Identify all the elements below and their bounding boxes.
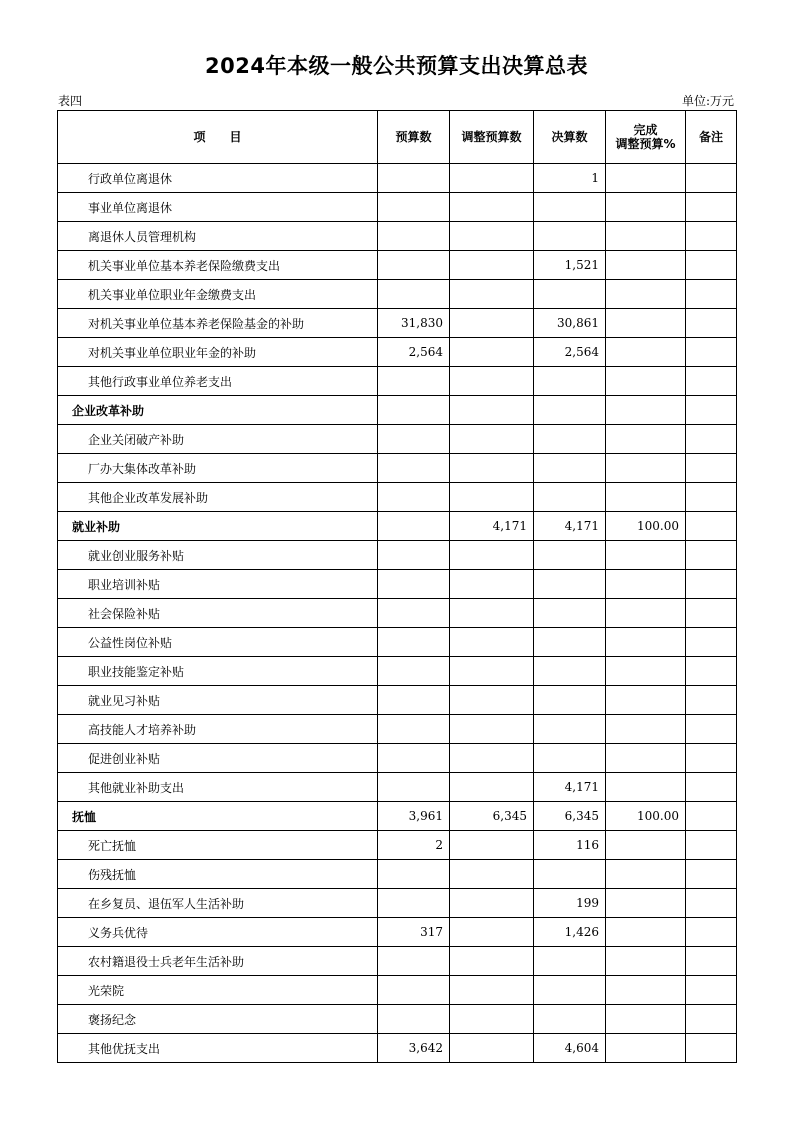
row-item-name: 其他优抚支出	[58, 1034, 378, 1063]
row-final: 1	[534, 164, 606, 193]
row-final: 4,171	[534, 773, 606, 802]
row-completion-pct	[606, 831, 686, 860]
table-row	[58, 1034, 737, 1063]
row-budget	[378, 686, 450, 715]
table-row	[58, 889, 737, 918]
row-final: 2,564	[534, 338, 606, 367]
row-final: 116	[534, 831, 606, 860]
row-item-name: 光荣院	[58, 976, 378, 1005]
row-remark	[686, 599, 737, 628]
row-completion-pct	[606, 483, 686, 512]
row-budget	[378, 947, 450, 976]
row-remark	[686, 715, 737, 744]
row-completion-pct	[606, 918, 686, 947]
row-budget: 3,642	[378, 1034, 450, 1063]
table-row	[58, 860, 737, 889]
row-completion-pct	[606, 773, 686, 802]
row-final	[534, 744, 606, 773]
row-final	[534, 541, 606, 570]
row-item-name: 职业培训补贴	[58, 570, 378, 599]
header-final: 决算数	[534, 111, 606, 164]
table-row	[58, 367, 737, 396]
table-row	[58, 715, 737, 744]
row-adjusted	[450, 831, 534, 860]
row-completion-pct	[606, 715, 686, 744]
table-row	[58, 164, 737, 193]
row-remark	[686, 164, 737, 193]
row-completion-pct	[606, 860, 686, 889]
row-adjusted	[450, 222, 534, 251]
row-completion-pct	[606, 889, 686, 918]
row-adjusted	[450, 280, 534, 309]
unit-label: 单位:万元	[681, 94, 734, 108]
row-budget	[378, 222, 450, 251]
row-remark	[686, 773, 737, 802]
row-final: 199	[534, 889, 606, 918]
row-adjusted	[450, 773, 534, 802]
row-final	[534, 976, 606, 1005]
row-final	[534, 367, 606, 396]
row-item-name: 对机关事业单位职业年金的补助	[58, 338, 378, 367]
table-row	[58, 947, 737, 976]
row-budget	[378, 251, 450, 280]
table-number: 表四	[58, 94, 83, 108]
row-completion-pct	[606, 1005, 686, 1034]
row-item-name: 公益性岗位补贴	[58, 628, 378, 657]
table-row	[58, 831, 737, 860]
row-final: 1,521	[534, 251, 606, 280]
table-row	[58, 628, 737, 657]
table-row	[58, 570, 737, 599]
row-item-name: 就业创业服务补贴	[58, 541, 378, 570]
row-budget: 317	[378, 918, 450, 947]
table-row	[58, 454, 737, 483]
row-item-name: 行政单位离退休	[58, 164, 378, 193]
row-remark	[686, 889, 737, 918]
row-final	[534, 454, 606, 483]
row-adjusted	[450, 1005, 534, 1034]
row-final	[534, 947, 606, 976]
row-adjusted	[450, 628, 534, 657]
table-row	[58, 976, 737, 1005]
row-adjusted	[450, 715, 534, 744]
row-remark	[686, 309, 737, 338]
row-item-name: 事业单位离退休	[58, 193, 378, 222]
page-title: 2024年本级一般公共预算支出决算总表	[205, 54, 588, 78]
row-item-name: 对机关事业单位基本养老保险基金的补助	[58, 309, 378, 338]
row-completion-pct	[606, 976, 686, 1005]
header-item: 项 目	[58, 111, 378, 164]
row-adjusted	[450, 1034, 534, 1063]
table-category-row	[58, 396, 737, 425]
row-budget	[378, 193, 450, 222]
row-item-name: 机关事业单位职业年金缴费支出	[58, 280, 378, 309]
row-final	[534, 222, 606, 251]
table-row	[58, 541, 737, 570]
row-adjusted	[450, 425, 534, 454]
row-final	[534, 628, 606, 657]
row-final: 6,345	[534, 802, 606, 831]
table-row	[58, 1005, 737, 1034]
row-final	[534, 425, 606, 454]
row-adjusted	[450, 918, 534, 947]
row-final: 4,171	[534, 512, 606, 541]
table-category-row	[58, 802, 737, 831]
row-item-name: 高技能人才培养补助	[58, 715, 378, 744]
row-item-name: 企业改革补助	[58, 396, 378, 425]
row-item-name: 职业技能鉴定补贴	[58, 657, 378, 686]
row-completion-pct: 100.00	[606, 512, 686, 541]
row-remark	[686, 338, 737, 367]
row-item-name: 企业关闭破产补助	[58, 425, 378, 454]
header-budget: 预算数	[378, 111, 450, 164]
row-completion-pct	[606, 280, 686, 309]
row-final: 4,604	[534, 1034, 606, 1063]
row-completion-pct	[606, 309, 686, 338]
table-body	[58, 164, 737, 1063]
row-remark	[686, 1005, 737, 1034]
table-row	[58, 193, 737, 222]
table-row	[58, 918, 737, 947]
row-item-name: 抚恤	[58, 802, 378, 831]
table-row	[58, 773, 737, 802]
row-budget	[378, 164, 450, 193]
row-remark	[686, 541, 737, 570]
row-item-name: 机关事业单位基本养老保险缴费支出	[58, 251, 378, 280]
row-completion-pct	[606, 541, 686, 570]
row-remark	[686, 686, 737, 715]
row-budget	[378, 860, 450, 889]
row-completion-pct	[606, 947, 686, 976]
row-adjusted	[450, 193, 534, 222]
row-final	[534, 860, 606, 889]
row-completion-pct: 100.00	[606, 802, 686, 831]
row-remark	[686, 367, 737, 396]
row-budget	[378, 744, 450, 773]
row-budget: 2,564	[378, 338, 450, 367]
row-budget	[378, 628, 450, 657]
table-row	[58, 599, 737, 628]
row-adjusted	[450, 396, 534, 425]
row-completion-pct	[606, 628, 686, 657]
row-remark	[686, 831, 737, 860]
row-final: 1,426	[534, 918, 606, 947]
row-adjusted	[450, 976, 534, 1005]
row-item-name: 伤残抚恤	[58, 860, 378, 889]
header-completion	[606, 111, 686, 164]
row-adjusted	[450, 744, 534, 773]
row-adjusted	[450, 367, 534, 396]
row-final	[534, 193, 606, 222]
row-item-name: 褒扬纪念	[58, 1005, 378, 1034]
row-budget	[378, 425, 450, 454]
row-completion-pct	[606, 454, 686, 483]
row-remark	[686, 802, 737, 831]
row-budget: 2	[378, 831, 450, 860]
row-final	[534, 396, 606, 425]
table-row	[58, 338, 737, 367]
row-final	[534, 657, 606, 686]
row-budget	[378, 454, 450, 483]
row-item-name: 促进创业补贴	[58, 744, 378, 773]
row-budget	[378, 541, 450, 570]
header-completion-line2: 调整预算%	[615, 137, 676, 151]
row-final: 30,861	[534, 309, 606, 338]
row-final	[534, 599, 606, 628]
row-budget	[378, 889, 450, 918]
table-row	[58, 657, 737, 686]
row-completion-pct	[606, 338, 686, 367]
row-remark	[686, 222, 737, 251]
row-item-name: 社会保险补贴	[58, 599, 378, 628]
row-budget	[378, 976, 450, 1005]
row-budget	[378, 280, 450, 309]
row-adjusted	[450, 309, 534, 338]
row-adjusted	[450, 483, 534, 512]
row-budget: 31,830	[378, 309, 450, 338]
row-budget	[378, 367, 450, 396]
row-remark	[686, 976, 737, 1005]
table-row	[58, 686, 737, 715]
row-final	[534, 570, 606, 599]
row-adjusted	[450, 164, 534, 193]
row-remark	[686, 251, 737, 280]
row-remark	[686, 193, 737, 222]
row-remark	[686, 454, 737, 483]
row-budget	[378, 657, 450, 686]
row-adjusted	[450, 889, 534, 918]
row-item-name: 就业见习补贴	[58, 686, 378, 715]
row-item-name: 就业补助	[58, 512, 378, 541]
table-row	[58, 280, 737, 309]
row-remark	[686, 918, 737, 947]
table-row	[58, 309, 737, 338]
table-category-row	[58, 512, 737, 541]
row-budget	[378, 1005, 450, 1034]
table-header-row	[58, 111, 737, 164]
row-remark	[686, 425, 737, 454]
row-adjusted	[450, 657, 534, 686]
row-completion-pct	[606, 599, 686, 628]
row-adjusted	[450, 570, 534, 599]
row-adjusted	[450, 686, 534, 715]
row-remark	[686, 860, 737, 889]
row-budget	[378, 715, 450, 744]
row-final	[534, 280, 606, 309]
row-item-name: 义务兵优待	[58, 918, 378, 947]
row-adjusted	[450, 860, 534, 889]
row-adjusted	[450, 947, 534, 976]
row-adjusted	[450, 338, 534, 367]
row-item-name: 死亡抚恤	[58, 831, 378, 860]
row-completion-pct	[606, 251, 686, 280]
row-completion-pct	[606, 193, 686, 222]
row-budget: 3,961	[378, 802, 450, 831]
row-adjusted	[450, 541, 534, 570]
row-completion-pct	[606, 744, 686, 773]
header-completion-line1: 完成	[633, 123, 658, 137]
row-budget	[378, 483, 450, 512]
row-completion-pct	[606, 396, 686, 425]
table-row	[58, 744, 737, 773]
row-budget	[378, 512, 450, 541]
header-adjusted: 调整预算数	[450, 111, 534, 164]
row-budget	[378, 570, 450, 599]
row-remark	[686, 280, 737, 309]
row-remark	[686, 947, 737, 976]
row-completion-pct	[606, 657, 686, 686]
row-completion-pct	[606, 1034, 686, 1063]
table-row	[58, 425, 737, 454]
row-item-name: 其他企业改革发展补助	[58, 483, 378, 512]
table-row	[58, 251, 737, 280]
row-final	[534, 715, 606, 744]
row-item-name: 在乡复员、退伍军人生活补助	[58, 889, 378, 918]
row-completion-pct	[606, 425, 686, 454]
row-remark	[686, 744, 737, 773]
row-item-name: 离退休人员管理机构	[58, 222, 378, 251]
row-item-name: 厂办大集体改革补助	[58, 454, 378, 483]
row-final	[534, 1005, 606, 1034]
row-final	[534, 483, 606, 512]
row-remark	[686, 483, 737, 512]
row-remark	[686, 657, 737, 686]
table-row	[58, 222, 737, 251]
row-remark	[686, 396, 737, 425]
row-budget	[378, 396, 450, 425]
row-item-name: 其他行政事业单位养老支出	[58, 367, 378, 396]
row-remark	[686, 570, 737, 599]
row-adjusted: 6,345	[450, 802, 534, 831]
row-adjusted	[450, 599, 534, 628]
row-adjusted	[450, 454, 534, 483]
budget-table	[57, 110, 737, 1063]
row-completion-pct	[606, 686, 686, 715]
table-row	[58, 483, 737, 512]
row-completion-pct	[606, 570, 686, 599]
row-completion-pct	[606, 222, 686, 251]
row-adjusted: 4,171	[450, 512, 534, 541]
row-remark	[686, 1034, 737, 1063]
row-budget	[378, 773, 450, 802]
row-item-name: 农村籍退役士兵老年生活补助	[58, 947, 378, 976]
row-remark	[686, 512, 737, 541]
row-completion-pct	[606, 164, 686, 193]
header-remark: 备注	[686, 111, 737, 164]
row-budget	[378, 599, 450, 628]
row-adjusted	[450, 251, 534, 280]
row-final	[534, 686, 606, 715]
row-item-name: 其他就业补助支出	[58, 773, 378, 802]
row-remark	[686, 628, 737, 657]
row-completion-pct	[606, 367, 686, 396]
